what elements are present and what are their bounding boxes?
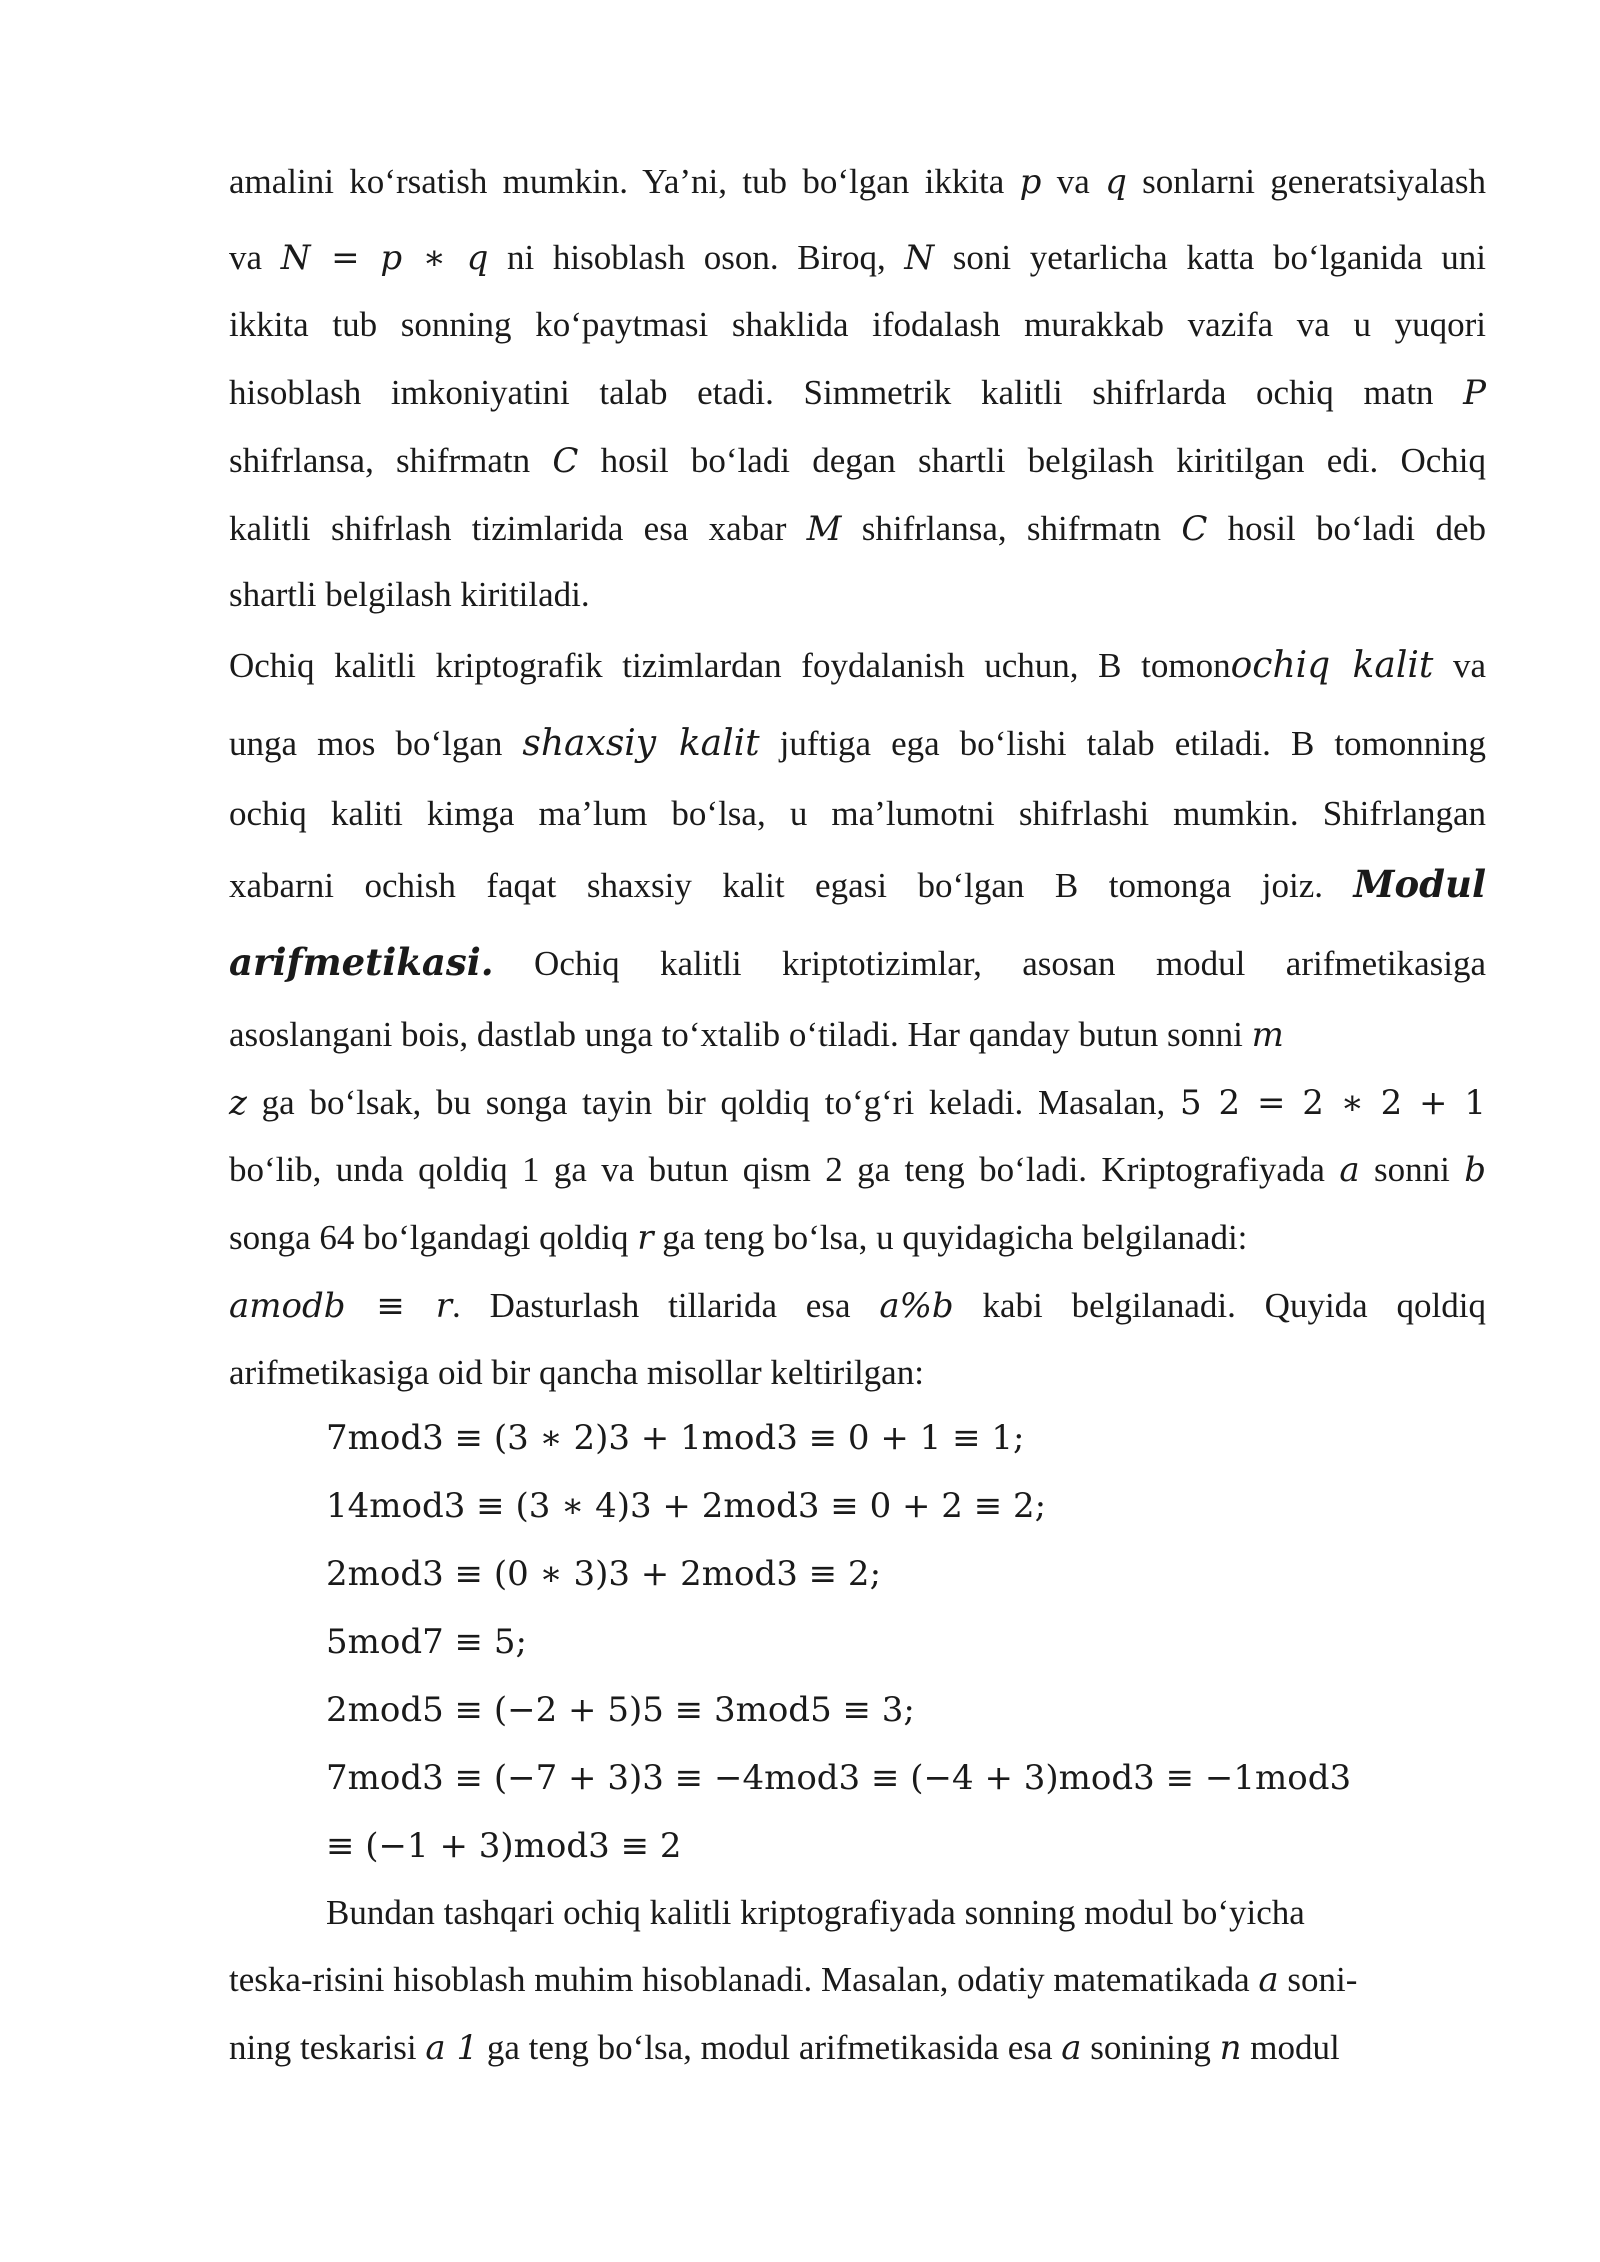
text-line: unga mos bo‘lgan shaxsiy kalit juftiga ega bo‘lishi talab etiladi. B tomonning <box>229 723 1486 764</box>
text-line: Bundan tashqari ochiq kalitli kriptografiyada sonning modul bo‘yicha <box>326 1893 1305 1932</box>
text-line: kalitli shifrlash tizimlarida esa xabar M shifrlansa, shifrmatn C hosil bo‘ladi deb <box>229 509 1486 549</box>
text-line: amodb ≡ r. Dasturlash tillarida esa a%b kabi belgilanadi. Quyida qoldiq <box>229 1286 1486 1326</box>
equation-line: 2mod3 ≡ (0 ∗ 3)3 + 2mod3 ≡ 2; <box>326 1554 882 1594</box>
equation-line: 7mod3 ≡ (3 ∗ 2)3 + 1mod3 ≡ 0 + 1 ≡ 1; <box>326 1418 1025 1458</box>
text-line: arifmetikasiga oid bir qancha misollar keltirilgan: <box>229 1353 924 1392</box>
term-shaxsiy-kalit: shaxsiy kalit <box>522 723 760 764</box>
equation-line: 7mod3 ≡ (−7 + 3)3 ≡ −4mod3 ≡ (−4 + 3)mod3 ≡ −1mod3 <box>326 1758 1352 1798</box>
text-line: teska-risini hisoblash muhim hisoblanadi. Masalan, odatiy matematikada a soni- <box>229 1960 1358 2000</box>
text-line: shartli belgilash kiritiladi. <box>229 575 590 614</box>
section-heading: Modul <box>1353 862 1486 906</box>
text-line: bo‘lib, unda qoldiq 1 ga va butun qism 2 ga teng bo‘ladi. Kriptografiyada a sonni b <box>229 1150 1486 1190</box>
text-line: amalini ko‘rsatish mumkin. Ya’ni, tub bo‘lgan ikkita p va q sonlarni generatsiyalash <box>229 162 1486 202</box>
text-line: arifmetikasi. Ochiq kalitli kriptotizimlar, asosan modul arifmetikasiga <box>229 940 1486 984</box>
text-line: z ga bo‘lsak, bu songa tayin bir qoldiq to‘g‘ri keladi. Masalan, 5 2 = 2 ∗ 2 + 1 <box>229 1083 1486 1123</box>
section-heading: arifmetikasi. <box>229 940 494 984</box>
text-line: Ochiq kalitli kriptografik tizimlardan foydalanish uchun, B tomonochiq kalit va <box>229 645 1486 686</box>
text-line: ning teskarisi a 1 ga teng bo‘lsa, modul arifmetikasida esa a sonining n modul <box>229 2028 1340 2068</box>
text-line: va N = p ∗ q ni hisoblash oson. Biroq, N soni yetarlicha katta bo‘lganida uni <box>229 238 1487 278</box>
text-line: ikkita tub sonning ko‘paytmasi shaklida ifodalash murakkab vazifa va u yuqori <box>229 305 1486 344</box>
text-line: asoslangani bois, dastlab unga to‘xtalib o‘tiladi. Har qanday butun sonni m <box>229 1015 1284 1055</box>
equation-line: 14mod3 ≡ (3 ∗ 4)3 + 2mod3 ≡ 0 + 2 ≡ 2; <box>326 1486 1047 1526</box>
text-line: hisoblash imkoniyatini talab etadi. Simmetrik kalitli shifrlarda ochiq matn P <box>229 373 1486 413</box>
equation-line: 5mod7 ≡ 5; <box>326 1622 527 1662</box>
text-line: songa 64 bo‘lgandagi qoldiq r ga teng bo‘lsa, u quyidagicha belgilanadi: <box>229 1218 1248 1258</box>
text-line: ochiq kaliti kimga ma’lum bo‘lsa, u ma’lumotni shifrlashi mumkin. Shifrlangan <box>229 794 1486 833</box>
term-ochiq-kalit: ochiq kalit <box>1230 645 1434 686</box>
equation-line: 2mod5 ≡ (−2 + 5)5 ≡ 3mod5 ≡ 3; <box>326 1690 915 1730</box>
text-line: shifrlansa, shifrmatn C hosil bo‘ladi degan shartli belgilash kiritilgan edi. Ochiq <box>229 441 1486 481</box>
equation-line: ≡ (−1 + 3)mod3 ≡ 2 <box>326 1826 682 1866</box>
text-line: xabarni ochish faqat shaxsiy kalit egasi bo‘lgan B tomonga joiz. Modul <box>229 862 1486 906</box>
